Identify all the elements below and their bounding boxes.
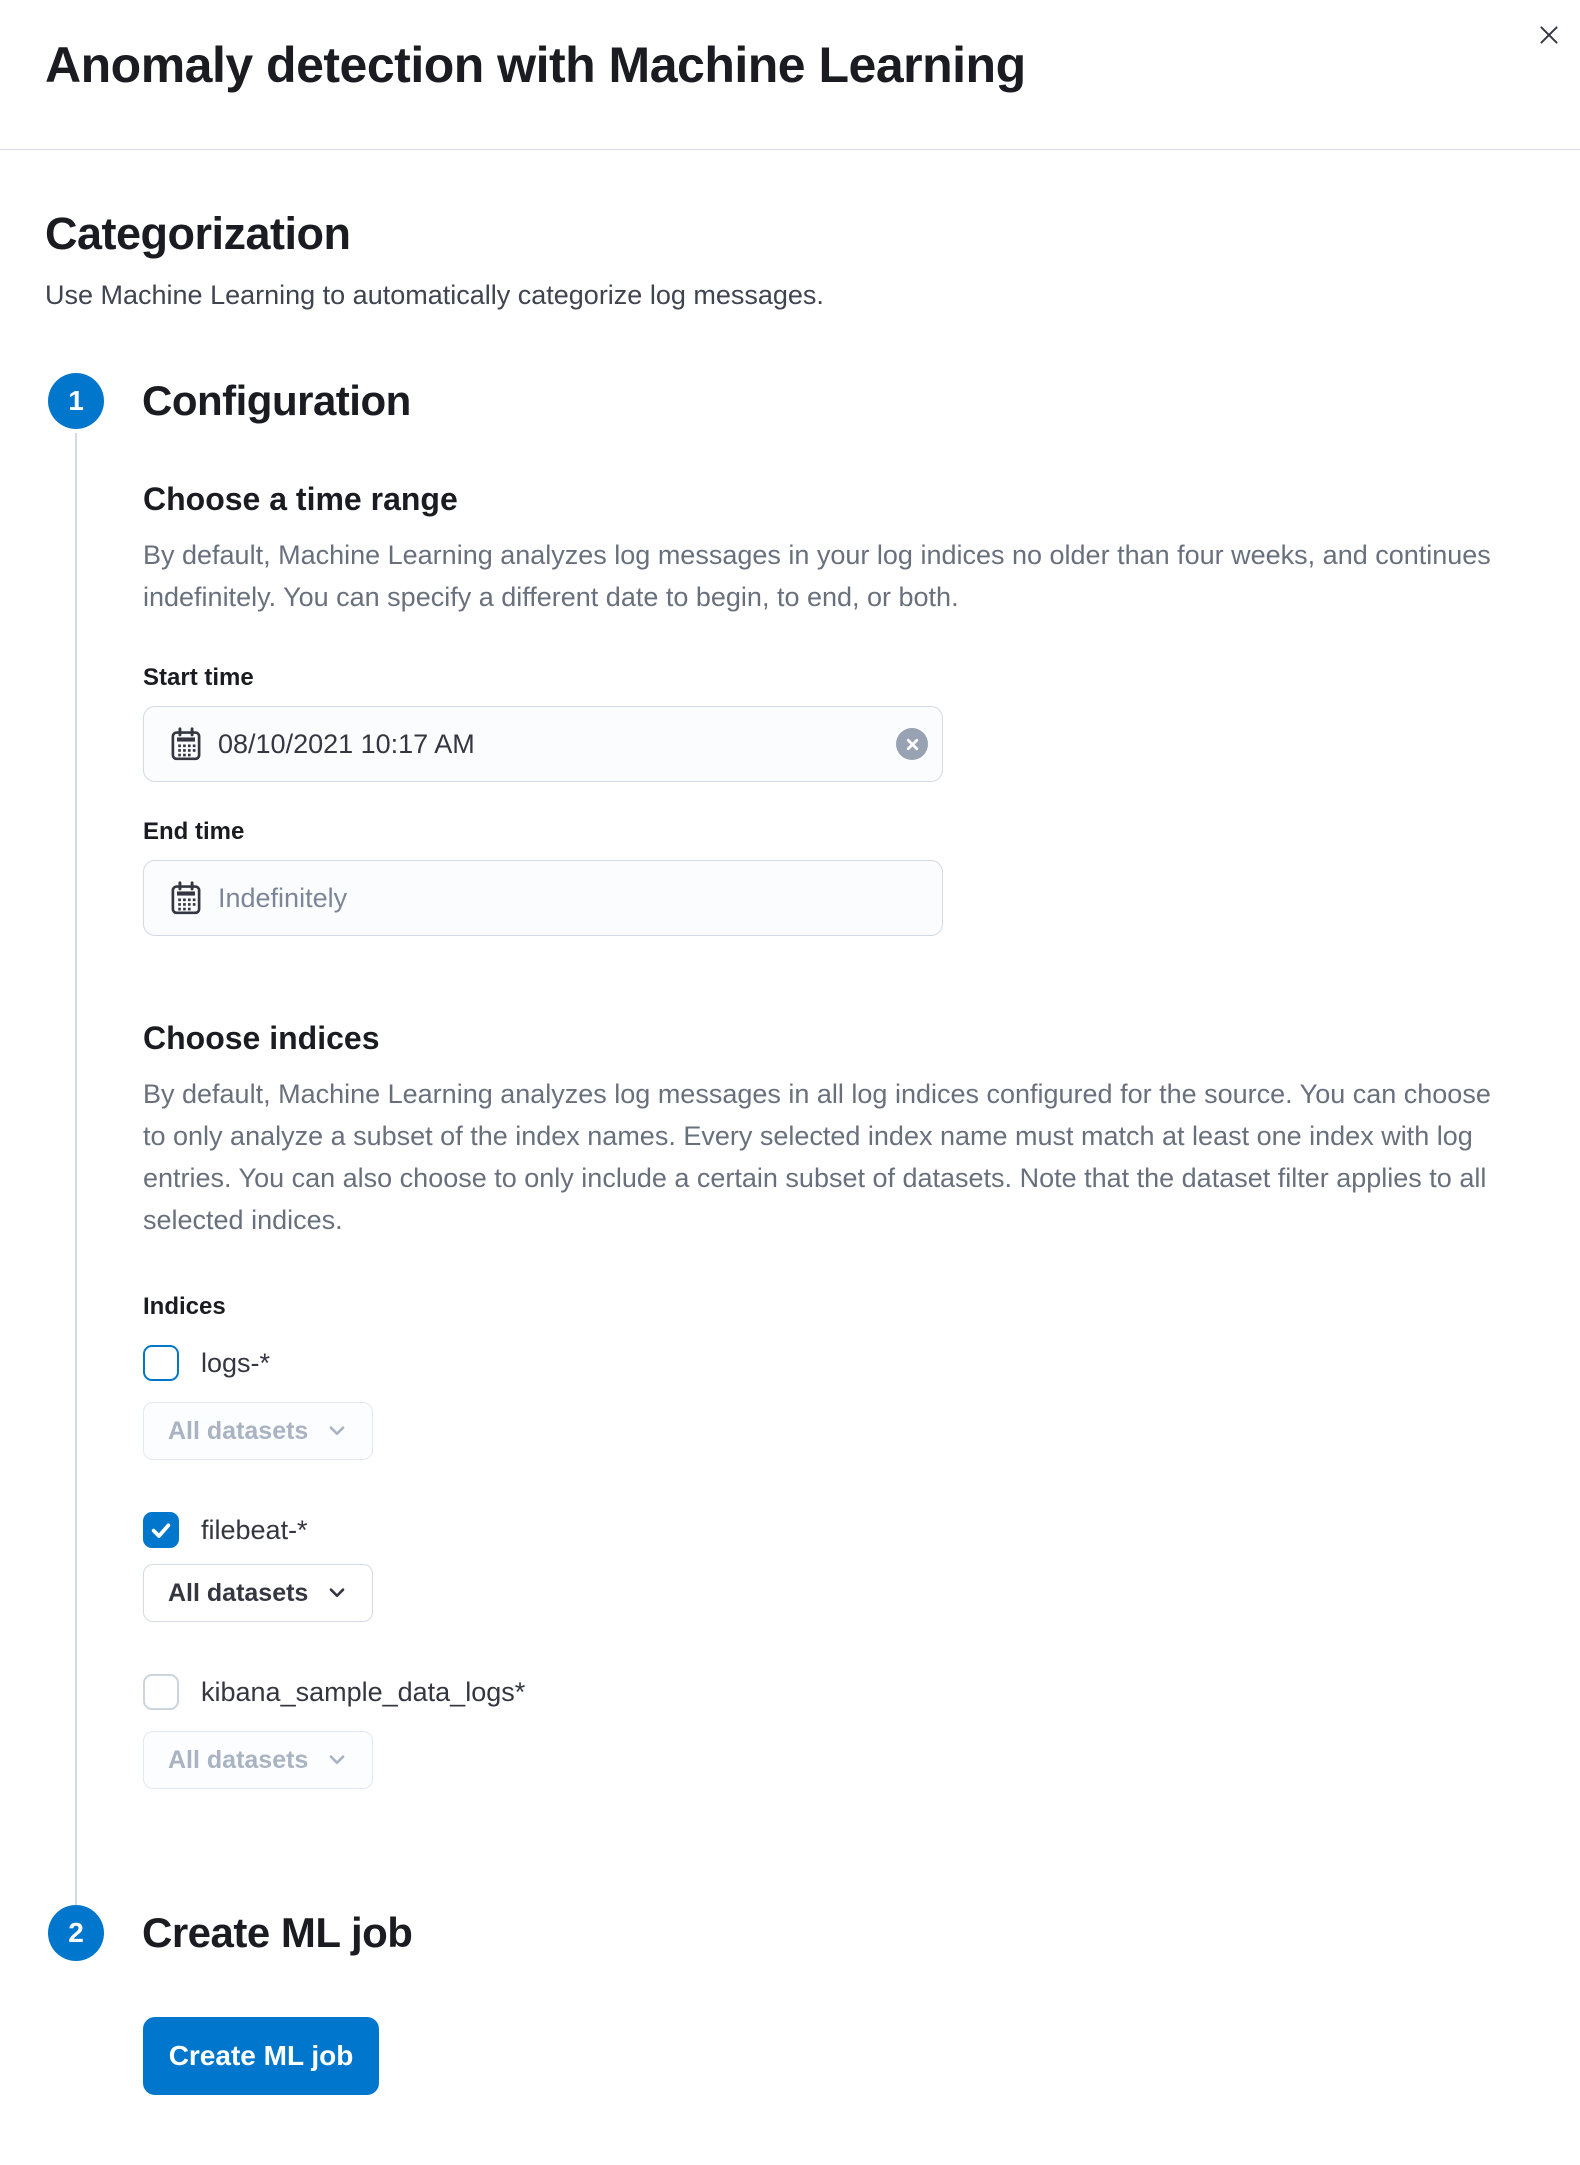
time-range-heading: Choose a time range bbox=[143, 481, 458, 517]
choose-indices-heading: Choose indices bbox=[143, 1020, 380, 1056]
index-group-filebeat bbox=[143, 1512, 1580, 1622]
datasets-dropdown-label: All datasets bbox=[168, 1745, 309, 1774]
datasets-dropdown-logs[interactable] bbox=[143, 1402, 373, 1460]
datasets-dropdown-label: All datasets bbox=[168, 1416, 309, 1445]
indices-label: Indices bbox=[143, 1293, 226, 1320]
index-name-filebeat: filebeat-* bbox=[201, 1514, 308, 1545]
step-1-header bbox=[0, 373, 1580, 429]
create-ml-job-button[interactable]: Create ML job bbox=[143, 2017, 379, 2095]
calendar-icon bbox=[170, 881, 202, 915]
start-time-value: 08/10/2021 10:17 AM bbox=[218, 728, 475, 759]
index-name-kibana-sample: kibana_sample_data_logs* bbox=[201, 1676, 526, 1707]
chevron-down-icon bbox=[326, 1749, 348, 1771]
chevron-down-icon bbox=[326, 1582, 348, 1604]
index-checkbox-row-kibana-sample[interactable] bbox=[143, 1674, 525, 1710]
check-icon bbox=[149, 1518, 173, 1542]
close-icon bbox=[1536, 22, 1562, 48]
section-heading: Categorization bbox=[45, 208, 351, 259]
datasets-dropdown-kibana-sample[interactable] bbox=[143, 1731, 373, 1789]
end-time-input[interactable] bbox=[143, 860, 943, 936]
index-name-logs: logs-* bbox=[201, 1347, 271, 1378]
datasets-dropdown-filebeat[interactable] bbox=[143, 1564, 373, 1622]
modal-title: Anomaly detection with Machine Learning bbox=[45, 37, 1026, 93]
modal-header bbox=[0, 0, 1580, 150]
categorization-section bbox=[45, 208, 1535, 311]
start-time-label: Start time bbox=[143, 664, 254, 691]
end-time-row bbox=[143, 818, 1580, 936]
step-2-content bbox=[77, 1961, 1580, 2165]
chevron-down-icon bbox=[326, 1420, 348, 1442]
close-button[interactable] bbox=[1526, 12, 1572, 58]
end-time-placeholder: Indefinitely bbox=[218, 882, 348, 913]
step-2-header bbox=[0, 1905, 1580, 1961]
step-1-content bbox=[75, 433, 1580, 1905]
clear-start-time-button[interactable] bbox=[896, 728, 928, 760]
start-time-row bbox=[143, 664, 1580, 782]
section-subtitle: Use Machine Learning to automatically categorize log messages. bbox=[45, 280, 824, 310]
step-1-title: Configuration bbox=[142, 377, 411, 424]
checkbox-unchecked-icon[interactable] bbox=[143, 1674, 179, 1710]
time-range-description: By default, Machine Learning analyzes log messages in your log indices no older than four weeks, and continues indefinitely. You can specify a different date to begin, to end, or both. bbox=[143, 540, 1491, 612]
index-checkbox-row-filebeat[interactable] bbox=[143, 1512, 308, 1548]
choose-indices-description: By default, Machine Learning analyzes log messages in all log indices configured for the source. You can choose to only analyze a subset of the index names. Every selected index name must match at least one index with log entries. You can also choose to only include a certain subset of datasets. Note that the dataset filter applies to all selected indices. bbox=[143, 1079, 1491, 1235]
calendar-icon bbox=[170, 727, 202, 761]
datasets-dropdown-label: All datasets bbox=[168, 1578, 309, 1607]
step-1-number-badge: 1 bbox=[48, 373, 104, 429]
checkbox-unchecked-icon[interactable] bbox=[143, 1345, 179, 1381]
steps bbox=[0, 373, 1580, 2165]
start-time-input[interactable] bbox=[143, 706, 943, 782]
index-checkbox-row-logs[interactable] bbox=[143, 1345, 270, 1381]
end-time-label: End time bbox=[143, 818, 245, 845]
step-2-title: Create ML job bbox=[142, 1909, 413, 1956]
index-group-kibana-sample bbox=[143, 1674, 1580, 1789]
index-group-logs bbox=[143, 1345, 1580, 1460]
clear-icon bbox=[905, 737, 920, 752]
checkbox-checked-icon[interactable] bbox=[143, 1512, 179, 1548]
step-2-number-badge: 2 bbox=[48, 1905, 104, 1961]
